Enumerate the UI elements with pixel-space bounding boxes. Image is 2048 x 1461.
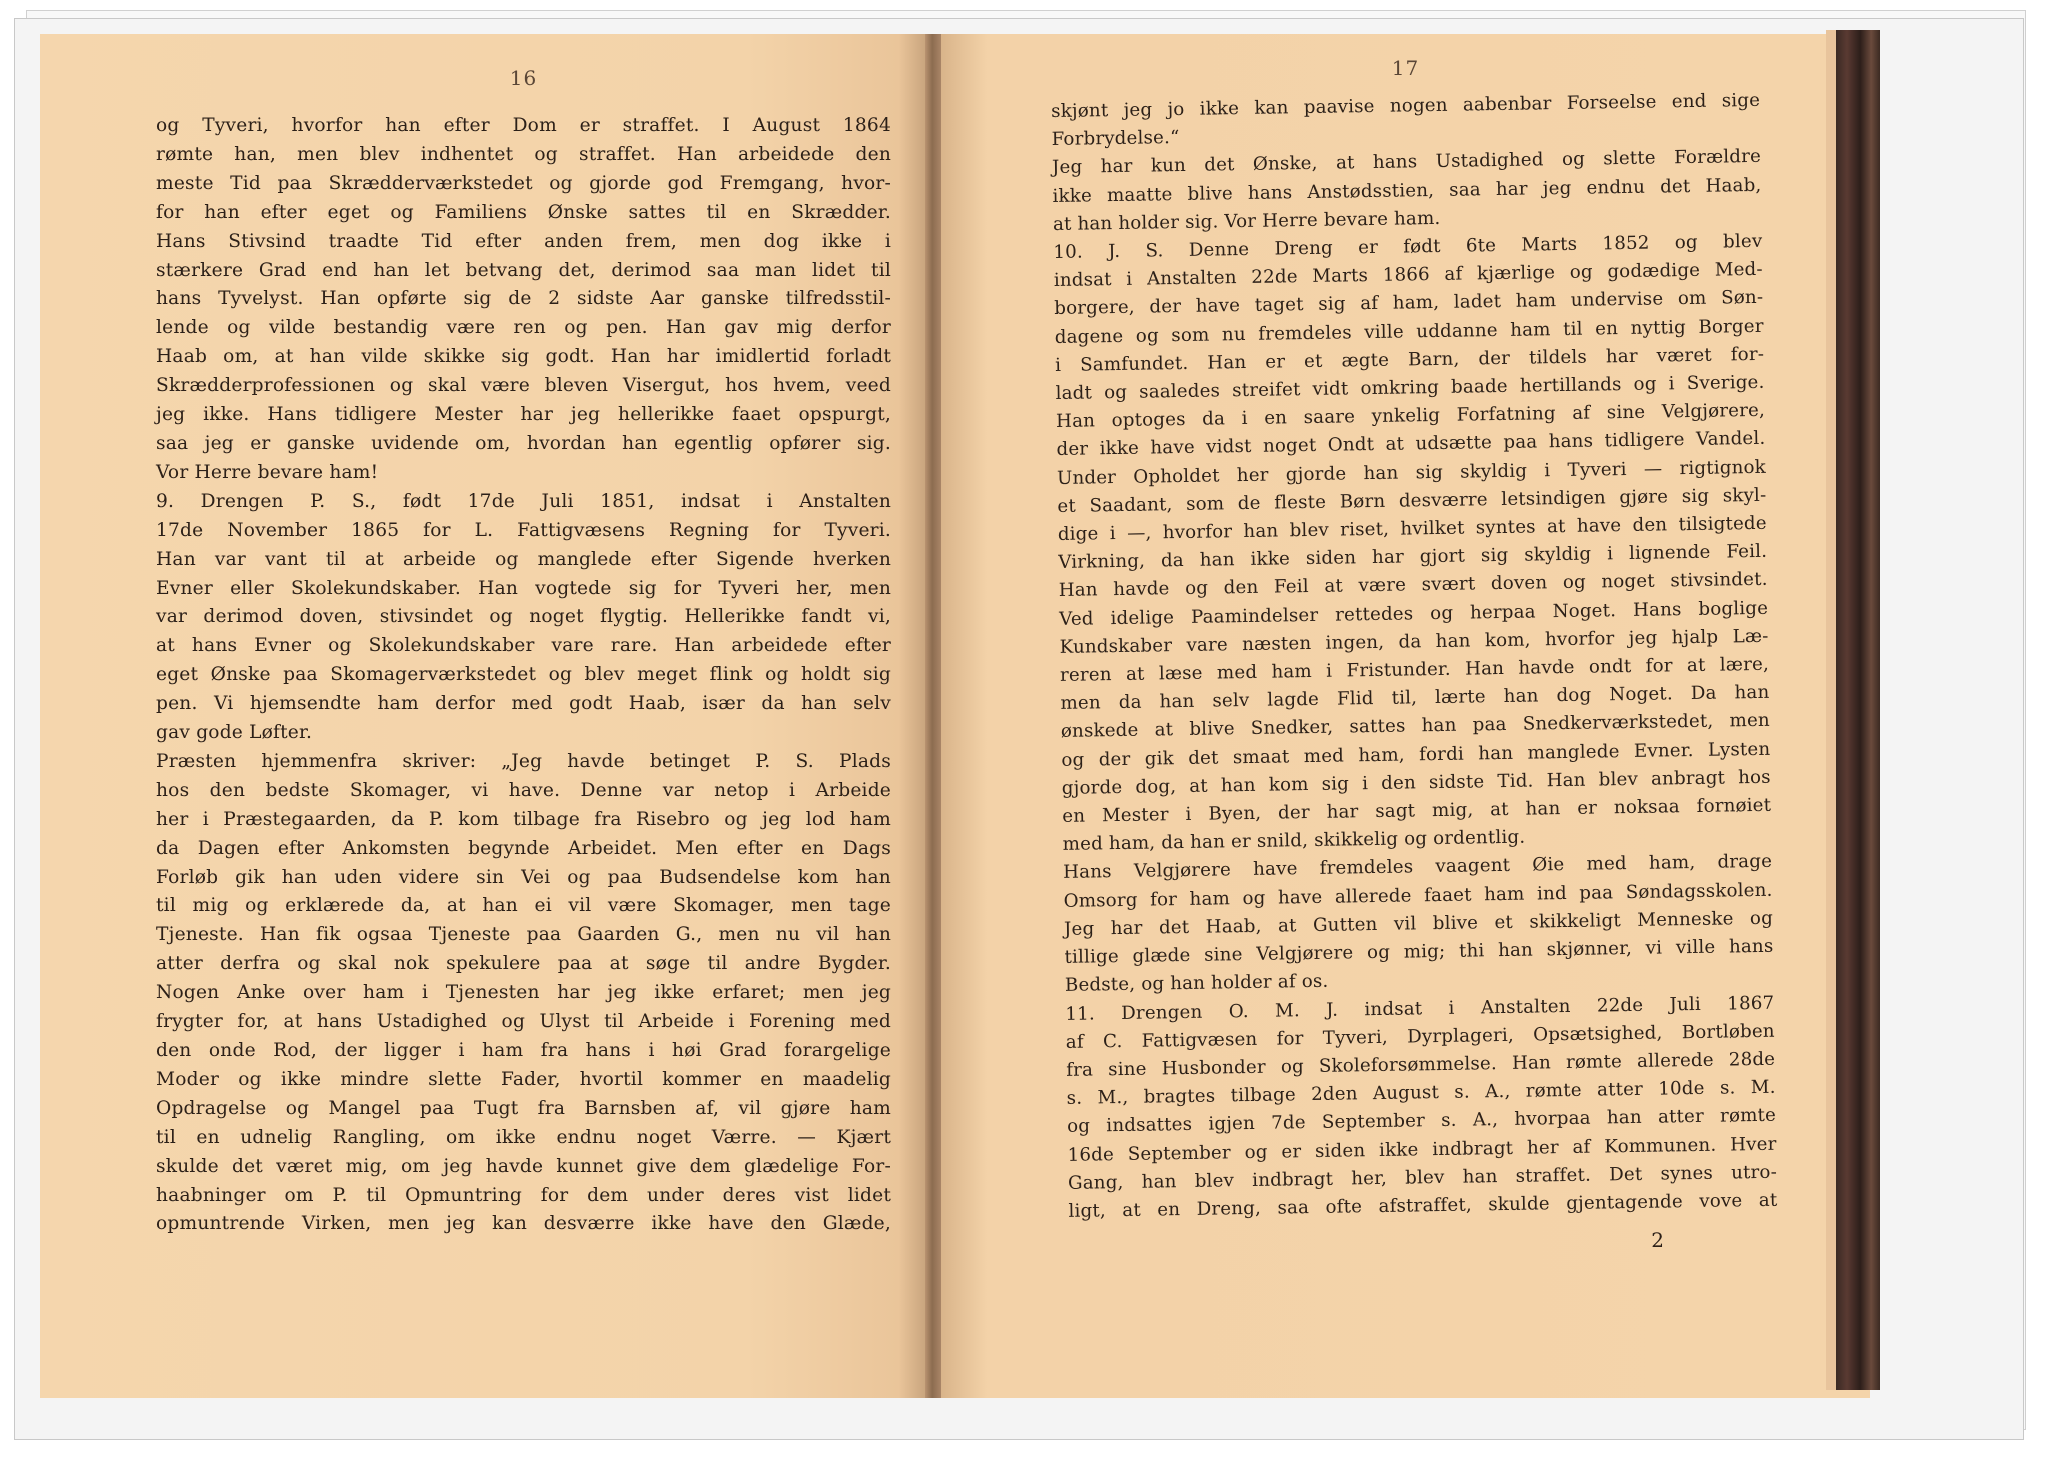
right-page-text-line: ligt, at en Dreng, saa ofte afstraffet, skulde gjentagende vove at	[1068, 1189, 1778, 1222]
left-page-text-line: Vor Herre bevare ham!	[156, 461, 379, 483]
left-page-text-line: rømte han, men blev indhentet og straffet. Han arbeidede den	[156, 143, 891, 165]
right-page-text	[1051, 87, 1778, 1226]
right-page-text-line: dige i —, hvorfor han blev riset, hvilket syntes at have den tilsigtede	[1057, 512, 1767, 545]
open-book	[40, 34, 1870, 1398]
left-page-text-line: Evner eller Skolekundskaber. Han vogtede sig for Tyveri her, men	[156, 577, 891, 599]
right-page-text-line: ønskede at blive Snedker, sattes han paa Snedkerværkstedet, men	[1060, 710, 1771, 743]
left-page-text	[156, 112, 891, 1239]
left-page-text-line: lende og vilde bestandig være ren og pen. Han gav mig derfor	[156, 317, 891, 339]
left-page-text-line: Skrædderprofessionen og skal være bleven Visergut, hos hvem, veed	[156, 375, 891, 397]
right-page-text-line: fra sine Husbonder og Skoleforsømmelse. Han rømte allerede 28de	[1066, 1048, 1776, 1081]
right-page-text-line: Virkning, da han ikke siden har gjort sig skyldig i lignende Feil.	[1058, 541, 1768, 574]
left-page-text-line: skulde det været mig, om jeg havde kunnet give dem glædelige For-	[156, 1155, 891, 1177]
right-page-text-line: s. M., bragtes tilbage 2den August s. A., rømte atter 10de s. M.	[1066, 1076, 1776, 1109]
right-page-text-line: ladt og saaledes streifet vidt omkring baade hertillands og i Sverige.	[1055, 371, 1765, 404]
right-page-text-line: tillige glæde sine Velgjørere og mig; thi han skjønner, vi ville hans	[1064, 935, 1774, 968]
left-page-text-line: Moder og ikke mindre slette Fader, hvortil kommer en maadelig	[156, 1068, 891, 1090]
left-page-text-line: at hans Evner og Skolekundskaber vare rare. Han arbeidede efter	[156, 635, 891, 657]
right-page-text-line: Bedste, og han holder af os.	[1064, 971, 1329, 997]
left-page-text-line: jeg ikke. Hans tidligere Mester har jeg hellerikke faaet opspurgt,	[156, 404, 891, 426]
left-page-text-line: atter derfra og skal nok spekulere paa at søge til andre Bygder.	[156, 953, 891, 975]
right-page-text-line: dagene og som nu fremdeles ville uddanne ham til en nyttig Borger	[1054, 315, 1764, 348]
left-page-text-line: stærkere Grad end han let betvang det, derimod saa man lidet til	[156, 259, 891, 281]
left-page	[40, 34, 925, 1398]
left-page-number: 16	[509, 66, 538, 90]
left-page-text-line: hos den bedste Skomager, vi have. Denne var netop i Arbeide	[156, 779, 891, 801]
left-page-text-line: pen. Vi hjemsendte ham derfor med godt Haab, især da han selv	[156, 693, 891, 715]
right-page-text-line: en Mester i Byen, der har sagt mig, at han er noksaa fornøiet	[1062, 794, 1772, 827]
left-page-text-line: for han efter eget og Familiens Ønske sattes til en Skrædder.	[156, 201, 891, 223]
right-page-text-line: Jeg har kun det Ønske, at hans Ustadighed og slette Forældre	[1051, 146, 1762, 179]
left-page-text-line: Præsten hjemmenfra skriver: „Jeg havde betinget P. S. Plads	[156, 750, 891, 772]
book-spine	[1836, 30, 1880, 1390]
right-page-text-line: i Samfundet. Han er et ægte Barn, der tildels har været for-	[1055, 343, 1765, 376]
signature-mark: 2	[1651, 1228, 1664, 1253]
right-page-text-line: at han holder sig. Vor Herre bevare ham.	[1052, 207, 1441, 235]
right-page-text-line: Omsorg for ham og have allerede faaet ham ind paa Søndagsskolen.	[1063, 879, 1773, 912]
right-page-text-line: med ham, da han er snild, skikkelig og ordentlig.	[1062, 826, 1526, 856]
left-page-text-line: den onde Rod, der ligger i ham fra hans i høi Grad forargelige	[156, 1040, 891, 1061]
right-page-text-line: reren at læse med ham i Fristunder. Han havde ondt for at lære,	[1059, 653, 1770, 686]
left-page-text-line: og Tyveri, hvorfor han efter Dom er straffet. I August 1864	[156, 115, 891, 136]
right-page-text-line: og indsattes igjen 7de September s. A., hvorpaa han atter rømte	[1066, 1105, 1777, 1138]
right-page-text-line: Hans Velgjørere have fremdeles vaagent Øie med ham, drage	[1063, 851, 1773, 884]
left-page-text-line: Forløb gik han uden videre sin Vei og paa Budsendelse kom han	[156, 866, 891, 888]
left-page-text-line: Nogen Anke over ham i Tjenesten har jeg ikke erfaret; men jeg	[156, 982, 891, 1004]
left-page-text-line: til mig og erklærede da, at han ei vil være Skomager, men tage	[156, 895, 891, 917]
right-page-number: 17	[1391, 56, 1420, 80]
right-page-text-line: der ikke have vidst noget Ondt at udsætte paa hans tidligere Vandel.	[1056, 428, 1766, 461]
right-page-text-line: Kundskaber vare næsten ingen, da han kom, hvorfor jeg hjalp Læ-	[1059, 625, 1769, 658]
left-page-text-line: da Dagen efter Ankomsten begynde Arbeidet. Men efter en Dags	[156, 837, 891, 859]
right-page-text-line: Han optoges da i en saare ynkelig Forfatning af sine Velgjørere,	[1055, 400, 1766, 433]
right-page-text-line: og der gik det smaat med ham, fordi han manglede Evner. Lysten	[1061, 738, 1771, 771]
left-page-text-line: eget Ønske paa Skomagerværkstedet og blev meget flink og holdt sig	[156, 664, 891, 686]
left-page-text-line: Han var vant til at arbeide og manglede efter Sigende hverken	[156, 548, 891, 570]
left-page-text-line: gav gode Løfter.	[156, 722, 313, 744]
right-page-text-line: Ved idelige Paamindelser rettedes og herpaa Noget. Hans boglige	[1059, 597, 1769, 630]
left-page-text-line: opmuntrende Virken, men jeg kan desværre ikke have den Glæde,	[156, 1213, 891, 1235]
right-page-text-line: borgere, der have taget sig af ham, ladet ham undervise om Søn-	[1054, 287, 1764, 320]
left-page-text-line: Tjeneste. Han fik ogsaa Tjeneste paa Gaarden G., men nu vil han	[156, 924, 891, 946]
left-page-text-line: 17de November 1865 for L. Fattigvæsens Regning for Tyveri.	[156, 519, 891, 541]
right-page-text-line: 10. J. S. Denne Dreng er født 6te Marts 1852 og blev	[1053, 230, 1763, 263]
right-page-text-line: indsat i Anstalten 22de Marts 1866 af kjærlige og godædige Med-	[1053, 259, 1763, 292]
left-page-text-line: 9. Drengen P. S., født 17de Juli 1851, indsat i Anstalten	[156, 490, 891, 512]
left-page-text-line: haabninger om P. til Opmuntring for dem under deres vist lidet	[156, 1184, 891, 1206]
right-page-text-line: af C. Fattigvæsen for Tyveri, Dyrplageri, Opsætsighed, Bortløben	[1065, 1020, 1775, 1053]
page-edge	[1826, 30, 1836, 1390]
right-page-text-line: Jeg har det Haab, at Gutten vil blive et skikkeligt Menneske og	[1063, 907, 1774, 940]
left-page-text-line: Haab om, at han vilde skikke sig godt. Han har imidlertid forladt	[156, 346, 891, 368]
left-page-text-line: meste Tid paa Skrædderværkstedet og gjorde god Fremgang, hvor-	[156, 172, 891, 194]
left-page-text-line: til en udnelig Rangling, om ikke endnu noget Værre. — Kjært	[156, 1126, 891, 1148]
left-page-text-line: hans Tyvelyst. Han opførte sig de 2 sidste Aar ganske tilfredsstil-	[156, 288, 891, 310]
right-page-text-line: 16de September og er siden ikke indbragt her af Kommunen. Hver	[1067, 1133, 1777, 1166]
left-page-text-line: var derimod doven, stivsindet og noget flygtig. Hellerikke fandt vi,	[156, 606, 891, 628]
right-page	[941, 34, 1870, 1398]
right-page-text-line: et Saadant, som de fleste Børn desværre letsindigen gjøre sig skyl-	[1057, 484, 1767, 517]
left-page-text-line: frygter for, at hans Ustadighed og Ulyst til Arbeide i Forening med	[156, 1011, 891, 1033]
right-page-text-line: ikke maatte blive hans Anstødsstien, saa har jeg endnu det Haab,	[1052, 174, 1762, 207]
book-gutter	[925, 34, 941, 1398]
right-page-text-line: Under Opholdet her gjorde han sig skyldig i Tyveri — rigtignok	[1056, 456, 1767, 489]
right-page-text-line: Han havde og den Feil at være svært doven og noget stivsindet.	[1058, 569, 1768, 602]
left-page-text-line: Opdragelse og Mangel paa Tugt fra Barnsben af, vil gjøre ham	[156, 1097, 891, 1119]
right-page-text-line: Forbrydelse.“	[1051, 127, 1180, 151]
left-page-text-line: Hans Stivsind traadte Tid efter anden frem, men dog ikke i	[156, 230, 891, 252]
right-page-text-line: 11. Drengen O. M. J. indsat i Anstalten 22de Juli 1867	[1065, 992, 1775, 1025]
right-page-text-line: skjønt jeg jo ikke kan paavise nogen aabenbar Forseelse end sige	[1051, 89, 1761, 122]
left-page-text-line: saa jeg er ganske uvidende om, hvordan han egentlig opfører sig.	[156, 432, 891, 454]
right-page-text-line: Gang, han blev indbragt her, blev han straffet. Det synes utro-	[1067, 1161, 1778, 1194]
right-page-text-line: gjorde dog, at han kom sig i den sidste Tid. Han blev anbragt hos	[1061, 766, 1771, 799]
left-page-text-line: her i Præstegaarden, da P. kom tilbage fra Risebro og jeg lod ham	[156, 808, 891, 830]
right-page-text-line: men da han selv lagde Flid til, lærte han dog Noget. Da han	[1060, 682, 1770, 715]
